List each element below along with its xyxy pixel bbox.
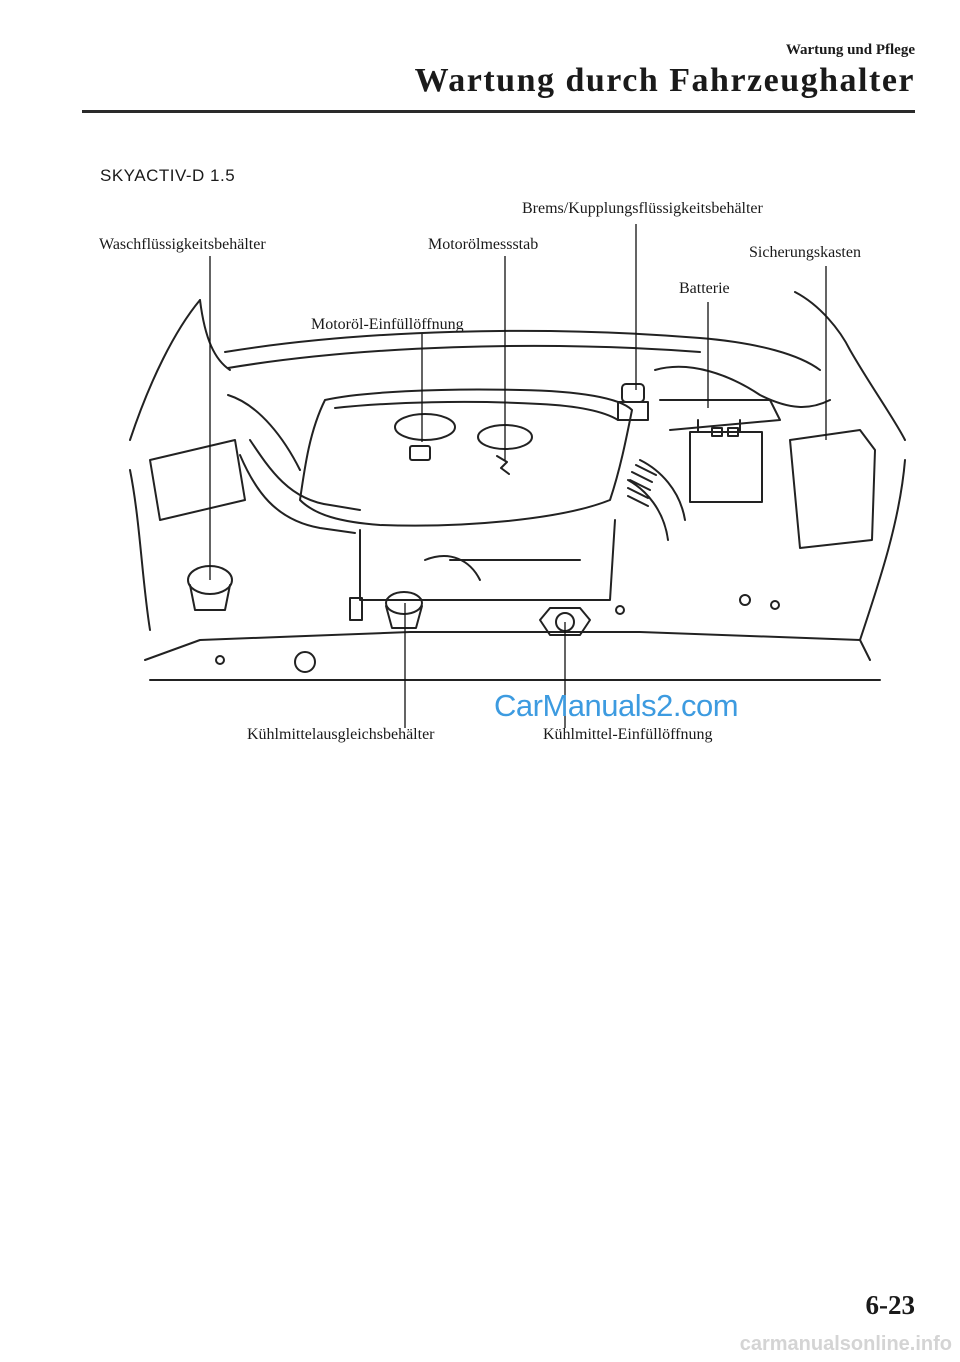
callout-coolant-filler: Kühlmittel-Einfüllöffnung <box>543 726 713 743</box>
callout-battery: Batterie <box>679 280 730 297</box>
watermark: CarManuals2.com <box>494 688 739 723</box>
footer-watermark: carmanualsonline.info <box>739 1333 952 1355</box>
section-name: Wartung und Pflege <box>785 42 915 58</box>
page-title: Wartung durch Fahrzeughalter <box>414 62 915 99</box>
callout-coolant-expansion-tank: Kühlmittelausgleichsbehälter <box>247 726 435 743</box>
callout-oil-dipstick: Motorölmessstab <box>428 236 539 253</box>
page-number: 6-23 <box>865 1290 915 1320</box>
callout-fuse-box: Sicherungskasten <box>749 244 861 261</box>
callout-washer-reservoir: Waschflüssigkeitsbehälter <box>99 236 266 253</box>
callout-brake-clutch-reservoir: Brems/Kupplungsflüssigkeitsbehälter <box>522 200 763 217</box>
callout-oil-filler: Motoröl-Einfüllöffnung <box>311 316 464 333</box>
figure-heading: SKYACTIV-D 1.5 <box>100 166 236 185</box>
